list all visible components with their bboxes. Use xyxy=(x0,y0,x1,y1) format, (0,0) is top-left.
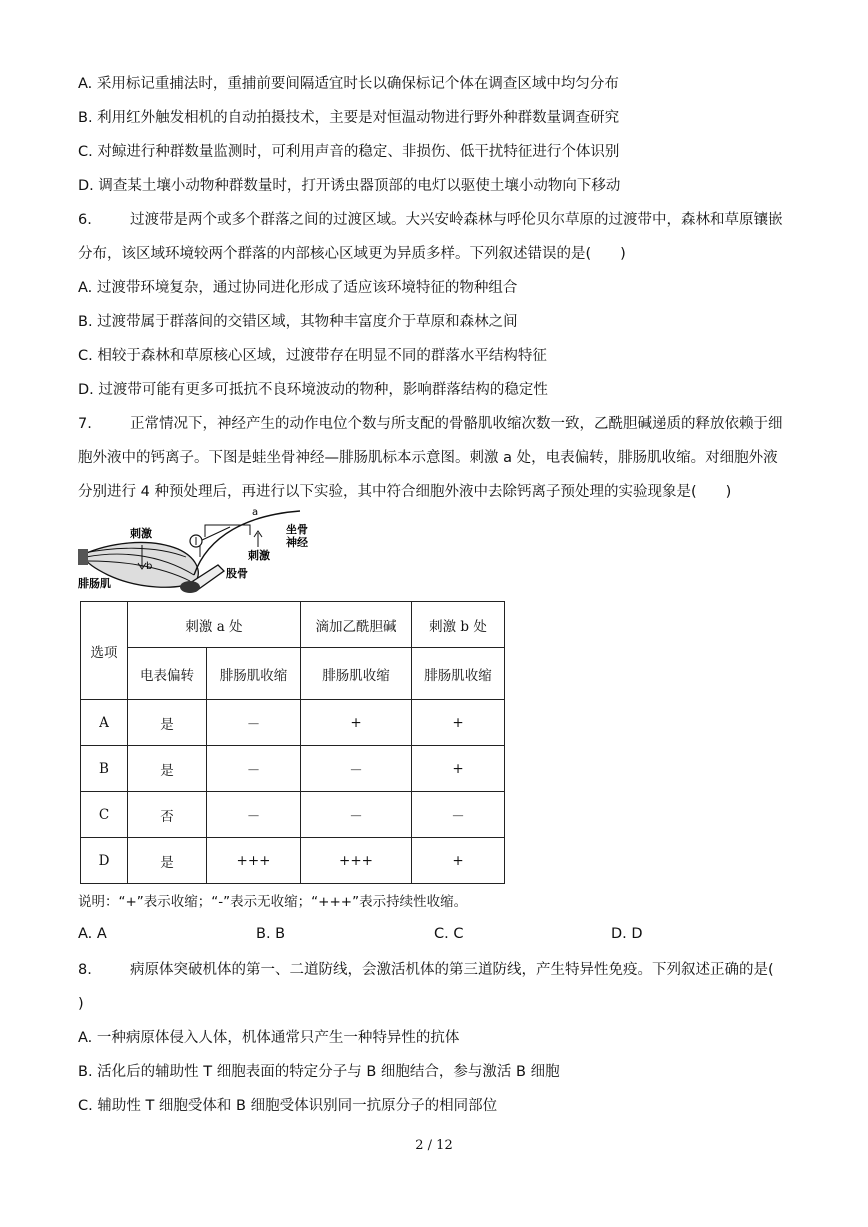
table-cell: + xyxy=(412,700,505,746)
q5-option-a: A. 采用标记重捕法时，重捕前要间隔适宜时长以确保标记个体在调查区域中均匀分布 xyxy=(78,76,619,92)
table-cell: C xyxy=(81,792,128,838)
table-cell: + xyxy=(412,838,505,884)
label-nerve-1: 坐骨 xyxy=(286,523,308,536)
q7-option-b: B. B xyxy=(256,926,286,942)
label-stimulus-b: 刺激 xyxy=(130,527,152,540)
q6-stem-line2: 分布，该区域环境较两个群落的内部核心区域更为异质多样。下列叙述错误的是( ) xyxy=(78,246,626,262)
header-stimulate-b: 刺激 b 处 xyxy=(412,602,505,648)
q7-option-c: C. C xyxy=(434,926,464,942)
subheader-contraction-a: 腓肠肌收缩 xyxy=(207,648,301,700)
table-cell: 是 xyxy=(128,746,207,792)
table-cell: B xyxy=(81,746,128,792)
q7-stem-line3: 分别进行 4 种预处理后，再进行以下实验，其中符合细胞外液中去除钙离子预处理的实验现象是( ) xyxy=(78,484,732,500)
label-a: a xyxy=(252,507,259,518)
table-cell: + xyxy=(301,700,412,746)
q6-stem-text1: 过渡带是两个或多个群落之间的过渡区域。大兴安岭森林与呼伦贝尔草原的过渡带中，森林和草原镶嵌 xyxy=(130,212,783,228)
subheader-contraction-b: 腓肠肌收缩 xyxy=(412,648,505,700)
header-stimulate-a: 刺激 a 处 xyxy=(128,602,301,648)
label-b: b xyxy=(146,561,153,572)
q7-option-a: A. A xyxy=(78,926,107,942)
q6-option-a: A. 过渡带环境复杂，通过协同进化形成了适应该环境特征的物种组合 xyxy=(78,280,518,296)
q5-option-b: B. 利用红外触发相机的自动拍摄技术，主要是对恒温动物进行野外种群数量调查研究 xyxy=(78,110,620,126)
q8-option-c: C. 辅助性 T 细胞受体和 B 细胞受体识别同一抗原分子的相同部位 xyxy=(78,1098,498,1114)
label-stimulus-a: 刺激 xyxy=(248,549,270,562)
results-table xyxy=(80,601,505,884)
q7-stem-text1: 正常情况下，神经产生的动作电位个数与所支配的骨骼肌收缩次数一致，乙酰胆碱递质的释放依赖于细 xyxy=(130,416,783,432)
table-cell: +++ xyxy=(207,838,301,884)
table-cell: － xyxy=(301,792,412,838)
table-cell: 是 xyxy=(128,838,207,884)
q8-stem-text1: 病原体突破机体的第一、二道防线，会激活机体的第三道防线，产生特异性免疫。下列叙述正确的是( xyxy=(130,962,774,978)
q5-option-c: C. 对鲸进行种群数量监测时，可利用声音的稳定、非损伤、低干扰特征进行个体识别 xyxy=(78,144,620,160)
q6-stem-line1 xyxy=(78,210,783,230)
table-cell: + xyxy=(412,746,505,792)
table-row xyxy=(81,746,505,792)
table-cell: － xyxy=(207,792,301,838)
table-cell: － xyxy=(412,792,505,838)
bone-joint xyxy=(180,581,200,593)
table-cell: － xyxy=(207,700,301,746)
q7-note: 说明：“+”表示收缩；“-”表示无收缩；“+++”表示持续性收缩。 xyxy=(78,894,468,910)
q7-stem-line2: 胞外液中的钙离子。下图是蛙坐骨神经—腓肠肌标本示意图。刺激 a 处，电表偏转，腓肠肌收缩。对细胞外液 xyxy=(78,450,778,466)
table-cell: D xyxy=(81,838,128,884)
label-muscle: 腓肠肌 xyxy=(78,577,111,590)
table-header-row-1 xyxy=(81,602,505,648)
table-cell: － xyxy=(301,746,412,792)
q7-option-d: D. D xyxy=(611,926,643,942)
q6-option-c: C. 相较于森林和草原核心区域，过渡带存在明显不同的群落水平结构特征 xyxy=(78,348,547,364)
table-cell: 否 xyxy=(128,792,207,838)
q7-stem-line1 xyxy=(78,414,783,434)
table-header-row-2 xyxy=(81,648,505,700)
table-cell: +++ xyxy=(301,838,412,884)
table-cell: 是 xyxy=(128,700,207,746)
tendon xyxy=(78,549,88,565)
q8-option-a: A. 一种病原体侵入人体，机体通常只产生一种特异性的抗体 xyxy=(78,1030,460,1046)
nerve-muscle-diagram xyxy=(78,505,318,601)
q8-stem-line1 xyxy=(78,960,774,980)
label-nerve-2: 神经 xyxy=(286,536,308,549)
q8-option-b: B. 活化后的辅助性 T 细胞表面的特定分子与 B 细胞结合，参与激活 B 细胞 xyxy=(78,1064,560,1080)
q7-number: 7. xyxy=(78,416,92,432)
table-cell: － xyxy=(207,746,301,792)
q6-number: 6. xyxy=(78,212,92,228)
q6-option-d: D. 过渡带可能有更多可抵抗不良环境波动的物种，影响群落结构的稳定性 xyxy=(78,382,548,398)
table-row xyxy=(81,792,505,838)
table-row xyxy=(81,838,505,884)
q8-number: 8. xyxy=(78,962,92,978)
q6-option-b: B. 过渡带属于群落间的交错区域，其物种丰富度介于草原和森林之间 xyxy=(78,314,518,330)
header-acetylcholine: 滴加乙酰胆碱 xyxy=(301,602,412,648)
label-femur: 股骨 xyxy=(226,567,248,580)
table-row xyxy=(81,700,505,746)
table-cell: A xyxy=(81,700,128,746)
header-option: 选项 xyxy=(81,602,128,700)
sciatic-nerve xyxy=(194,511,300,575)
page-number: 2 / 12 xyxy=(415,1138,453,1153)
q8-stem-line2: ) xyxy=(78,996,84,1012)
q5-option-d: D. 调查某土壤小动物种群数量时，打开诱虫器顶部的电灯以驱使土壤小动物向下移动 xyxy=(78,178,621,194)
subheader-contraction-ach: 腓肠肌收缩 xyxy=(301,648,412,700)
subheader-meter: 电表偏转 xyxy=(128,648,207,700)
